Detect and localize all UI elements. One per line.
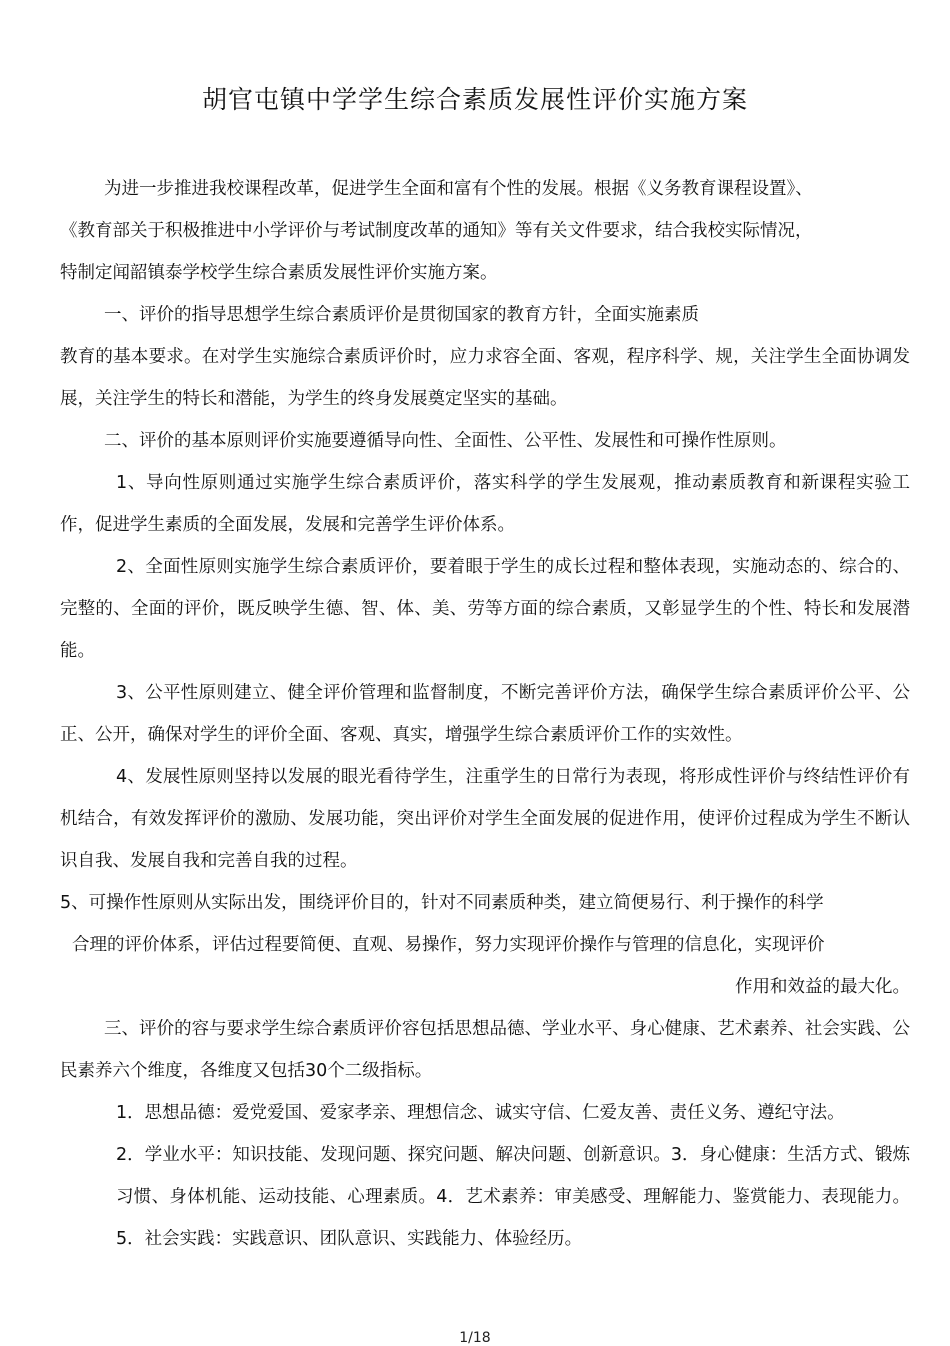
- principle-4: 4、发展性原则坚持以发展的眼光看待学生，注重学生的日常行为表现，将形成性评价与终结性评价有机结合，有效发挥评价的激励、发展功能，突出评价对学生全面发展的促进作用，使评价过程成为学生不断认识自我、发展自我和完善自我的过程。: [60, 767, 910, 871]
- section-3-heading: 三、评价的容与要求学生综合素质评价容包括思想品德、学业水平、身心健康、艺术素养、社会实践、公民素养六个维度，各维度又包括30个二级指标。: [60, 1019, 910, 1081]
- principle-1: 1、导向性原则通过实施学生综合素质评价，落实科学的学生发展观，推动素质教育和新课程实验工作，促进学生素质的全面发展，发展和完善学生评价体系。: [60, 473, 910, 535]
- principle-5-line-1: 5、可操作性原则从实际出发，围绕评价目的，针对不同素质种类，建立简便易行、利于操作的科学: [60, 893, 824, 913]
- section-2-heading: 二、评价的基本原则评价实施要遵循导向性、全面性、公平性、发展性和可操作性原则。: [104, 431, 787, 451]
- section-1-body: 教育的基本要求。在对学生实施综合素质评价时，应力求容全面、客观，程序科学、规，关注学生全面协调发展，关注学生的特长和潜能，为学生的终身发展奠定坚实的基础。: [60, 347, 910, 409]
- document-title: 胡官屯镇中学学生综合素质发展性评价实施方案: [201, 85, 748, 114]
- intro-line-3: 特制定闻韶镇泰学校学生综合素质发展性评价实施方案。: [60, 263, 498, 283]
- intro-line-2: 《教育部关于积极推进中小学评价与考试制度改革的通知》等有关文件要求，结合我校实际情况，: [60, 221, 813, 241]
- principle-2: 2、全面性原则实施学生综合素质评价，要着眼于学生的成长过程和整体表现，实施动态的、综合的、完整的、全面的评价，既反映学生德、智、体、美、劳等方面的综合素质，又彰显学生的个性、特长和发展潜能。: [60, 557, 910, 661]
- principle-5-line-3: 作用和效益的最大化。: [735, 977, 910, 997]
- intro-line-1: 为进一步推进我校课程改革，促进学生全面和富有个性的发展。根据《义务教育课程设置》、: [104, 179, 813, 199]
- principle-5-line-2: 合理的评价体系，评估过程要简便、直观、易操作，努力实现评价操作与管理的信息化，实现评价: [72, 935, 825, 955]
- principle-3: 3、公平性原则建立、健全评价管理和监督制度，不断完善评价方法，确保学生综合素质评价公平、公正、公开，确保对学生的评价全面、客观、真实，增强学生综合素质评价工作的实效性。: [60, 683, 910, 745]
- dimension-list: [116, 1092, 910, 1260]
- page-number: 1/18: [459, 1330, 491, 1346]
- dimension-item-1: 1．思想品德：爱党爱国、爱家孝亲、理想信念、诚实守信、仁爱友善、责任义务、遵纪守法。: [116, 1103, 845, 1123]
- document-body: [60, 168, 910, 1260]
- dimension-items-2-5: 2．学业水平：知识技能、发现问题、探究问题、解决问题、创新意识。3．身心健康：生活方式、锻炼习惯、身体机能、运动技能、心理素质。4．艺术素养：审美感受、理解能力、鉴赏能力、表现能力。5．社会实践：实践意识、团队意识、实践能力、体验经历。: [116, 1145, 910, 1249]
- section-1-heading: 一、评价的指导思想学生综合素质评价是贯彻国家的教育方针，全面实施素质: [104, 305, 699, 325]
